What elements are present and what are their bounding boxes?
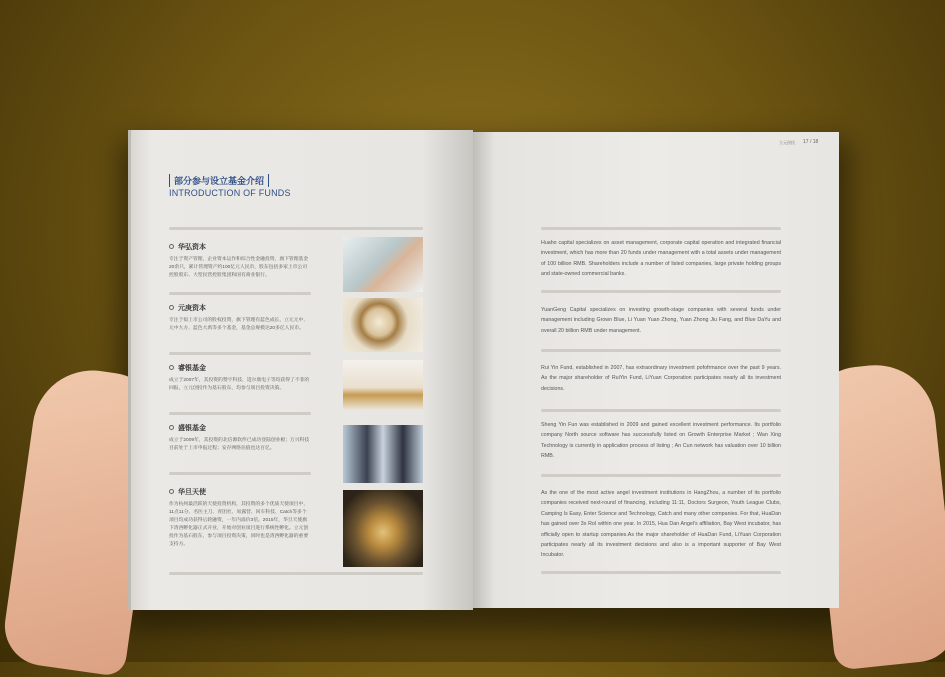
divider [541, 290, 781, 293]
right-page [473, 132, 839, 608]
paragraph: YuanGeng Capital specializes on investing growth-stage companies with several funds under management including Grown Blue, Li Yuan Yuan Zhong, Yuan Zhong Jiu Fang, and Blue DaYu and overall 20 billion RMB under management. [541, 307, 781, 334]
pocket-watch-photo [343, 298, 423, 352]
fund-heading: 元庚资本 [178, 305, 206, 312]
paragraph: Rui Yin Fund, established in 2007, has extraordinary investment pofofrmance over the past 9 years. As the major shareholder of RuiYin Fund, LiYuan Corporation participates nearly all its investment decisions. [541, 365, 781, 392]
divider [541, 571, 781, 574]
paragraph: Huaho capital specializes on asset management, corporate capital operation and integrated financial investment, which has more than 20 funds under management with a total assets under management of 100 billion RMB. Shareholders include a number of listed companies, large private holding groups and state-owned commercial banks. [541, 240, 781, 278]
bullet-icon [169, 365, 174, 370]
fund-heading: 华弘资本 [178, 244, 206, 251]
fund-body: 成立于2009年，其投资的北信源软件已成功登陆创业板；万兴科技目前处于上市申报过程；安存网络估值也达百亿。 [169, 438, 310, 451]
divider [169, 227, 423, 230]
divider [169, 572, 423, 575]
paragraph: Sheng Yin Fun was established in 2009 and gained excellent investment performance. Its portfolio company North source software has successfully listed on Growth Enterprise Market ; Wan Xing Technology is currently in application process of listing ; An Cun network has valuation over 10 billion RMB. [541, 422, 781, 460]
fund-section [169, 423, 311, 453]
coin-stacks-photo [343, 360, 423, 410]
bullet-icon [169, 305, 174, 310]
page-numbers: 17 / 18 [803, 139, 819, 145]
divider [169, 472, 311, 475]
bullet-icon [169, 489, 174, 494]
page-title-en: INTRODUCTION OF FUNDS [169, 188, 291, 198]
fund-heading: 盛银基金 [178, 425, 206, 432]
divider [169, 292, 311, 295]
calculator-photo [343, 237, 423, 292]
fund-body: 专注于拟上市公司的股权投资，旗下管理有蓝色成长、立元元中、元中九方、蓝色大禹等多个基金，基金总规模达20多亿人民币。 [169, 318, 309, 331]
divider [541, 227, 781, 230]
bullet-icon [169, 244, 174, 249]
fund-section [169, 303, 311, 333]
fund-heading: 华旦天使 [178, 489, 206, 496]
handshake-photo [343, 425, 423, 483]
divider [169, 412, 311, 415]
wooden-blocks-photo [343, 490, 423, 567]
fund-section [169, 363, 311, 393]
page-title-cn: 部分参与设立基金介绍 [169, 174, 269, 187]
divider [169, 352, 311, 355]
fund-body: 成立于2007年，其投资的赞宇科技、适尔康电子等均获得了不菲的回报，立元创投作为基石股东，均参与项目投资决策。 [169, 378, 310, 391]
divider [541, 409, 781, 412]
left-page [128, 130, 473, 610]
divider [541, 349, 781, 352]
fund-body: 作为杭州最活跃的天使投资机构，其投资的多个优质天使项目中，11点11分、名医主刀、青团社、易露营、回车科技、Catch等多个项目均成功获得后轮融资，一年内溢价3倍。2015年，华旦天使旗下湾西孵化器正式开业，开始对创业项目进行系统性孵化。立元创投作为基石股东，参与项目投资决策，同时也是湾西孵化器的重要支持方。 [169, 502, 309, 547]
brand-header: 立元创投 [779, 140, 795, 145]
bullet-icon [169, 425, 174, 430]
fund-section [169, 242, 311, 280]
fund-heading: 睿银基金 [178, 365, 206, 372]
fund-section [169, 487, 311, 549]
paragraph: As the one of the most active angel investment institutions in HangZhou, a number of its portfolio companies received next-round of financing, including 11:11, Doctors Surgeon, Youth League Clubs, Camping Is Easy, Enter Science and Technology, Catch and many other companies. For that, HuaDan has gained over 3x RoI within one year. In 2015, Hua Dan Angel's affiliation, Bay West incubator, has officially open to startup companies.As the major shareholder of HuaDan Fund, LiYuan Corporation participates nearly all its investment decisions and also is a important supporter of Bay West Incubator. [541, 490, 781, 559]
divider [541, 474, 781, 477]
fund-body: 专注于资产管理、企业资本运作和综合性金融投资，旗下管理基金20余只，累计管理资产约100亿元人民币，股东包括多家上市公司控股股东、大型民营控股集团和国有商业银行。 [169, 257, 309, 278]
